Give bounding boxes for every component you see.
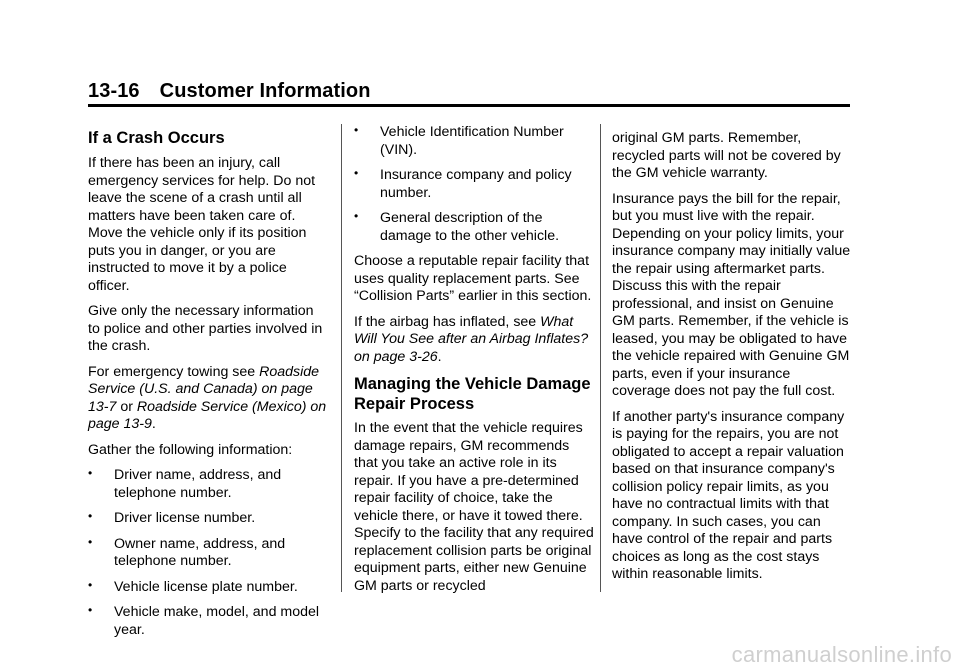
list-item [88,510,328,528]
list-item-text: Driver license number. [114,510,256,526]
bullet-icon: • [88,577,93,592]
list-item-text: Vehicle Identification Number (VIN). [380,124,564,158]
paragraph: If there has been an injury, call emergency services for help. Do not leave the scene of a crash until all matters have been taken care of. Move the vehicle only if its position puts you in danger, or you are instructed to move it by a police officer. [88,155,316,294]
paragraph: In the event that the vehicle requires damage repairs, GM recommends that you take an active role in its repair. If you have a pre-determined repair facility of choice, take the vehicle there, or have it towed there. Specify to the facility that any required replacement collision parts be original equipment parts, either new Genuine GM parts or recycled [354,420,594,594]
text: If the airbag has inflated, see [354,313,541,330]
section-heading: If a Crash Occurs [88,129,225,147]
text: or [116,398,137,415]
column-3 [612,130,852,592]
list-item-text: Driver name, address, and telephone number. [114,467,282,501]
paragraph: If another party's insurance company is paying for the repairs, you are not obligated to accept a repair valuation based on that insurance company's collision policy repair limits, as you have no contractual limits with that company. In such cases, you can have control of the repair and parts choices as long as the cost stays within reasonable limits. [612,408,845,582]
section-heading: Managing the Vehicle Damage Repair Process [354,375,591,413]
bullet-icon: • [88,466,93,480]
column-1 [88,128,328,647]
column-divider [600,124,601,592]
paragraph: original GM parts. Remember, recycled parts will not be covered by the GM vehicle warranty. [612,130,841,181]
bullet-icon: • [88,534,93,549]
bullet-icon: • [354,123,359,137]
list-item-text: General description of the damage to the other vehicle. [380,210,560,244]
list-item-text: Owner name, address, and telephone number. [114,535,286,569]
list-item [354,124,594,159]
paragraph [88,364,328,434]
paragraph: Insurance pays the bill for the repair, but you must live with the repair. Depending on your policy limits, your insurance company may initially value the repair using aftermarket parts. Discuss this with the repair professional, and insist on Genuine GM parts. Remember, if the vehicle is leased, you may be obligated to have the vehicle repaired with Genuine GM parts, even if your insurance coverage does not pay the full cost. [612,190,851,399]
list-item-text: Insurance company and policy number. [380,167,572,201]
chapter-title: Customer Information [159,80,371,102]
list-item [88,579,328,597]
bullet-icon: • [354,166,359,180]
column-2 [354,124,594,603]
list-item-text: Vehicle make, model, and model year. [114,604,320,638]
text: . [151,416,156,432]
watermark: carmanualsonline.info [731,642,952,667]
page-number: 13-16 [88,80,140,102]
bullet-icon: • [354,209,359,223]
bullet-icon: • [88,509,93,523]
column-divider [341,124,342,592]
list-item-text: Vehicle license plate number. [114,578,298,595]
list-item [354,167,594,202]
paragraph: Give only the necessary information to police and other parties involved in the crash. [88,303,323,354]
bullet-list [354,124,594,245]
list-item [88,467,328,502]
list-item [88,604,328,639]
header-rule [88,104,850,107]
text: For emergency towing see [88,363,260,380]
list-item [354,210,594,245]
cross-reference-link[interactable]: Roadside Service (Mexico) on page 13-9 [88,398,327,432]
cross-reference-link[interactable]: What Will You See after an Airbag Inflates? on page 3-26 [354,313,589,365]
bullet-list [88,467,328,639]
text: . [437,348,442,365]
paragraph: Choose a reputable repair facility that uses quality replacement parts. See “Collision Parts” earlier in this section. [354,253,592,304]
paragraph: Gather the following information: [88,441,293,458]
list-item [88,536,328,571]
bullet-icon: • [88,603,93,617]
page-header [88,80,371,103]
paragraph [354,314,594,367]
cross-reference-link[interactable]: Roadside Service (U.S. and Canada) on page 13-7 [88,363,320,415]
